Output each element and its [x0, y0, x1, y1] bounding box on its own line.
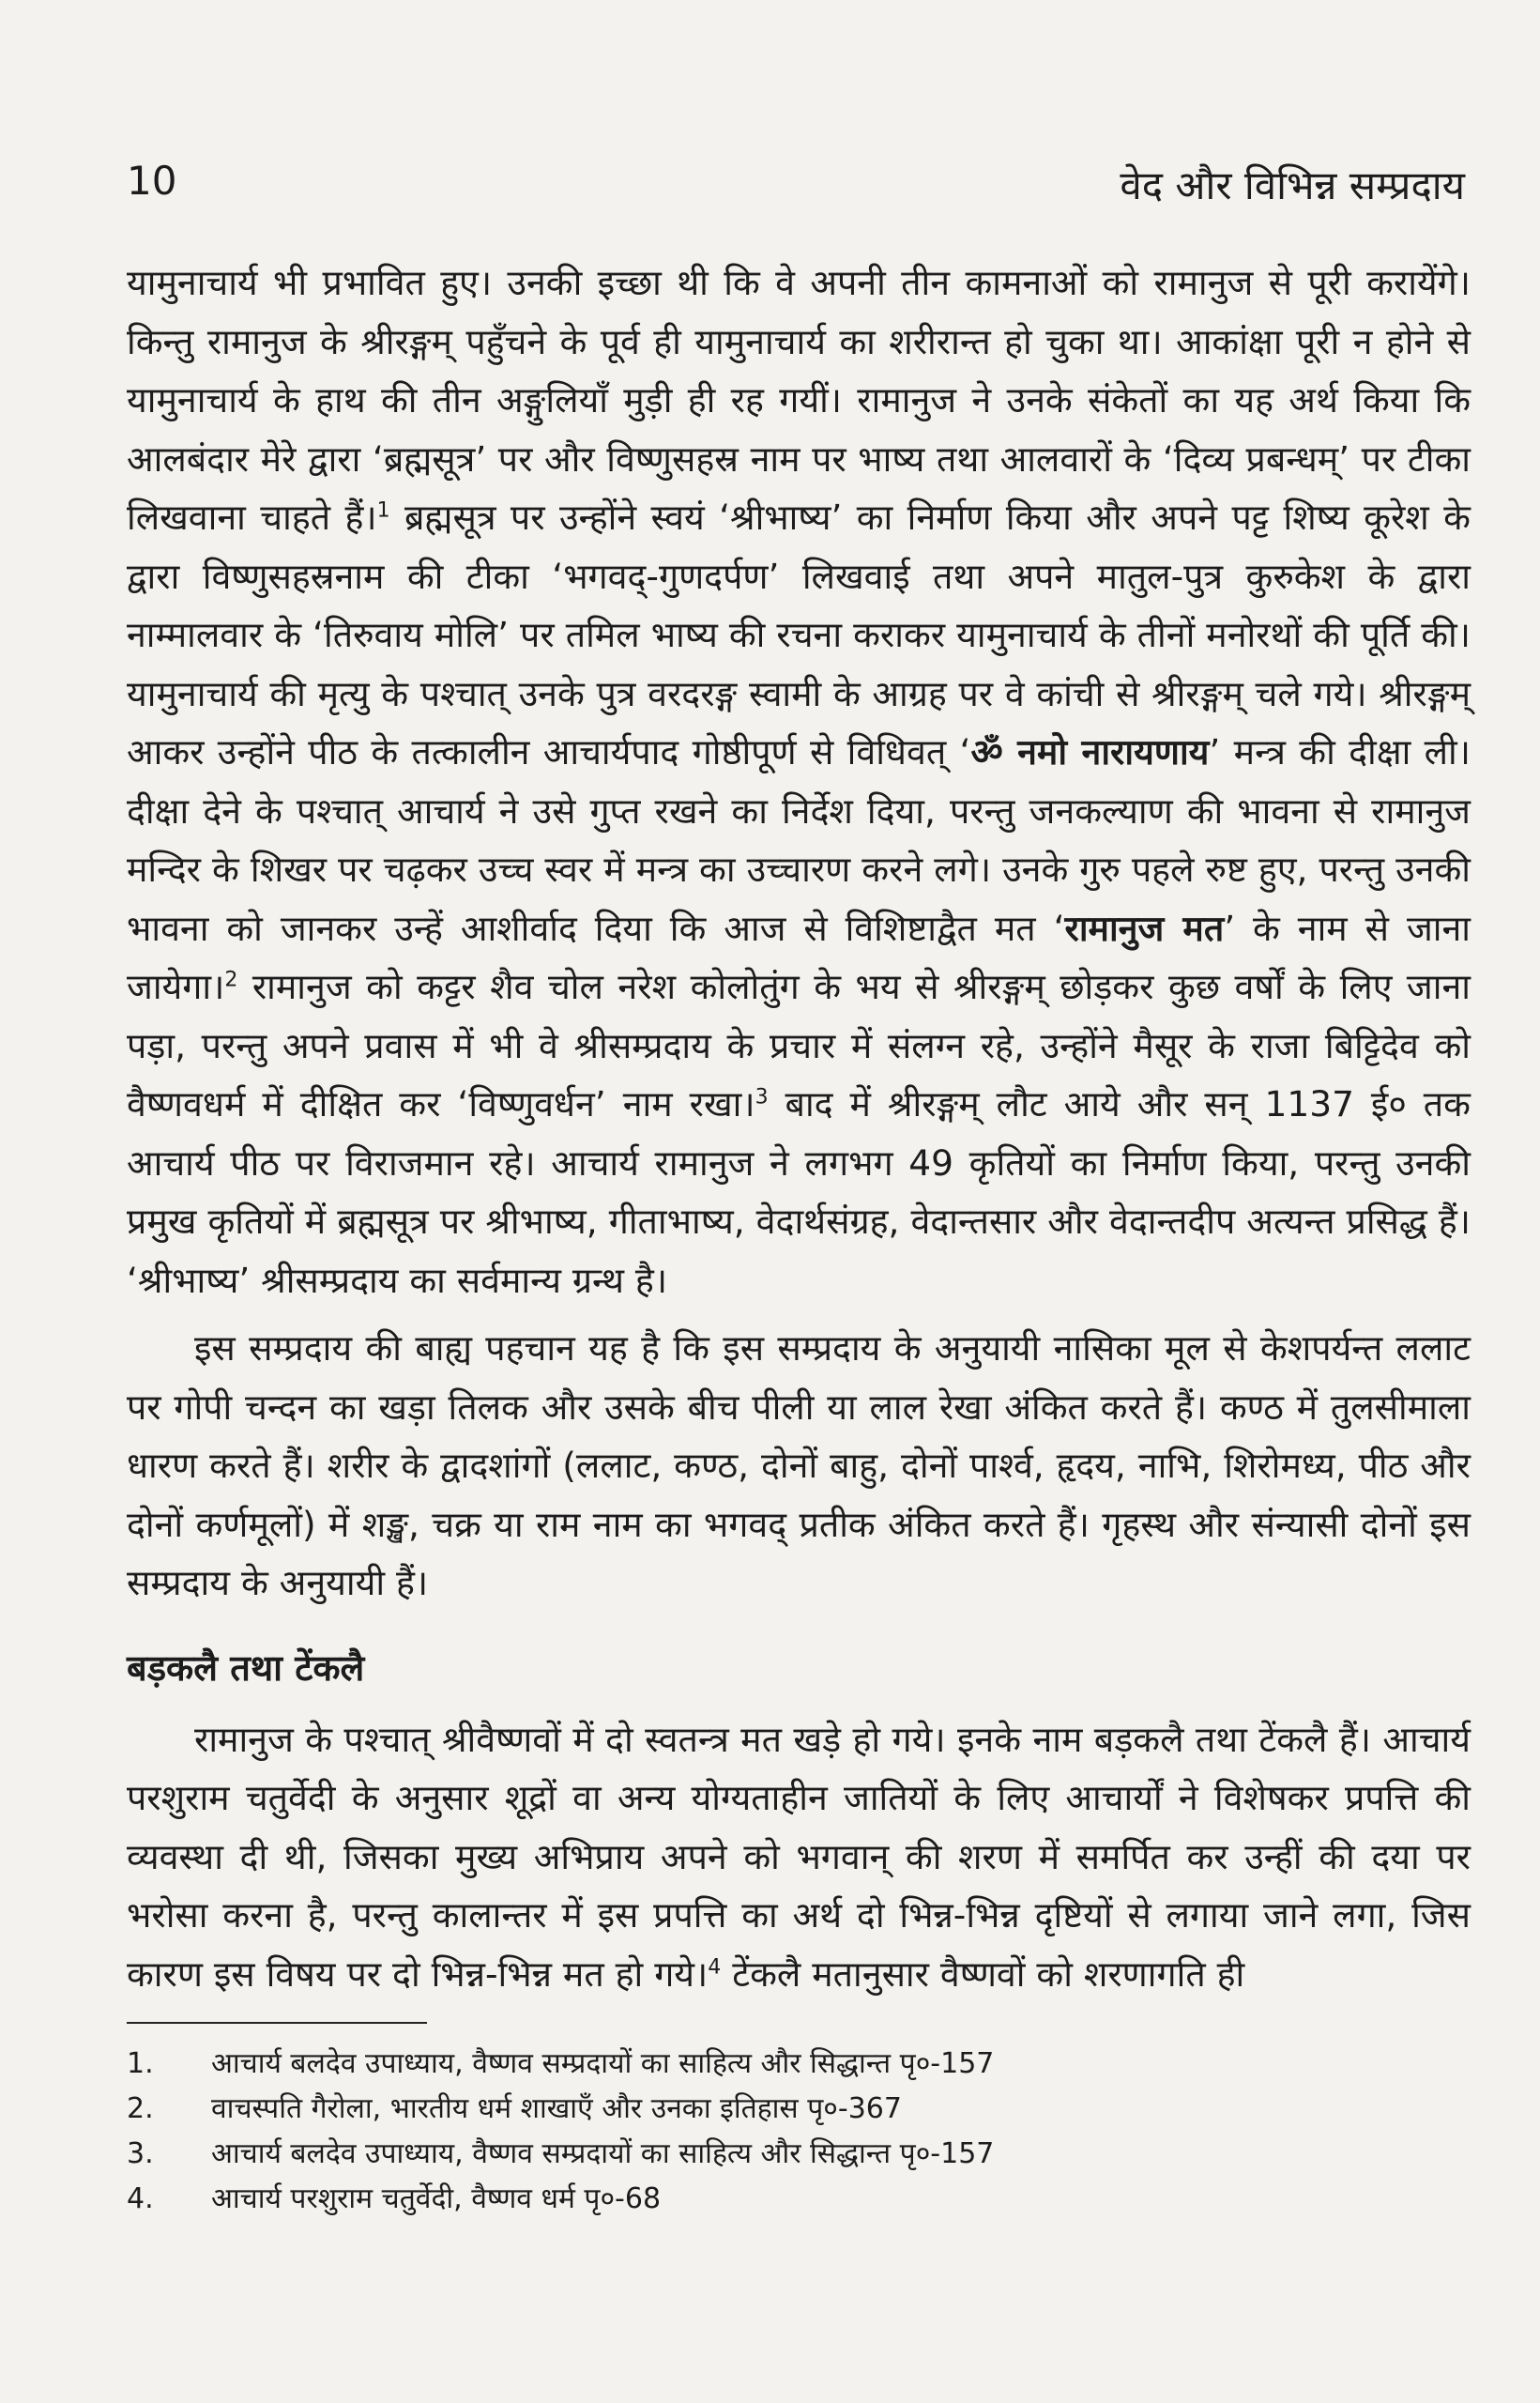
footnote-ref: 1: [376, 498, 390, 523]
page-header: [127, 158, 1465, 214]
footnote-number: 2.: [127, 2092, 154, 2125]
footnote-text: आचार्य बलदेव उपाध्याय, वैष्णव सम्प्रदायों का साहित्य और सिद्धान्त पृ०-157: [211, 2047, 995, 2080]
footnote: [127, 2087, 1471, 2132]
footnotes: [127, 2042, 1471, 2222]
footnote-ref: 2: [224, 968, 238, 992]
footnote-number: 4.: [127, 2182, 154, 2215]
page-number: 10: [127, 158, 177, 204]
footnote-ref: 3: [755, 1085, 769, 1110]
footnote-text: वाचस्पति गैरोला, भारतीय धर्म शाखाएँ और उनका इतिहास पृ०-367: [211, 2092, 902, 2125]
running-head: वेद और विभिन्न सम्प्रदाय: [1120, 162, 1465, 208]
text-segment: रामानुज को कट्टर शैव चोल नरेश कोलोतुंग के भय से श्रीरङ्गम् छोड़कर कुछ वर्षों के लिए जाना पड़ा, परन्तु अपने प्रवास में भी वे श्रीसम्प्रदाय के प्रचार में संलग्न रहे, उन्होंने मैसूर के राजा बिट्टिदेव को वैष्णवधर्म में दीक्षित कर ‘विष्णुवर्धन’ नाम रखा।: [127, 966, 1471, 1125]
footnote: [127, 2132, 1471, 2177]
text-segment: रामानुज के पश्चात् श्रीवैष्णवों में दो स्वतन्त्र मत खड़े हो गये। इनके नाम बड़कलै तथा टेंकलै हैं। आचार्य परशुराम चतुर्वेदी के अनुसार शूद्रों वा अन्य योग्यताहीन जातियों के लिए आचार्यों ने विशेषकर प्रपत्ति की व्यवस्था दी थी, जिसका मुख्य अभिप्राय अपने को भगवान् की शरण में समर्पित कर उन्हीं की दया पर भरोसा करना है, परन्तु कालान्तर में इस प्रपत्ति का अर्थ दो भिन्न-भिन्न दृष्टियों से लगाया जाने लगा, जिस कारण इस विषय पर दो भिन्न-भिन्न मत हो गये।: [127, 1718, 1471, 1995]
footnote-text: आचार्य बलदेव उपाध्याय, वैष्णव सम्प्रदायों का साहित्य और सिद्धान्त पृ०-157: [211, 2137, 995, 2170]
footnote: [127, 2177, 1471, 2222]
footnote-number: 3.: [127, 2137, 154, 2170]
emphasized-text: ॐ नमो नारायणाय: [970, 731, 1210, 773]
footnote-ref: 4: [708, 1955, 722, 1979]
section-heading: बड़कलै तथा टेंकलै: [127, 1646, 365, 1689]
text-segment: ब्रह्मसूत्र पर उन्होंने स्वयं ‘श्रीभाष्य’ का निर्माण किया और अपने पट्ट शिष्य कूरेश के द्वारा विष्णुसहस्रनाम की टीका ‘भगवद्-गुणदर्पण’ लिखवाई तथा अपने मातुल-पुत्र कुरुकेश के द्वारा नाम्मालवार के ‘तिरुवाय मोलि’ पर तमिल भाष्य की रचना कराकर यामुनाचार्य के तीनों मनोरथों की पूर्ति की। यामुनाचार्य की मृत्यु के पश्चात् उनके पुत्र वरदरङ्ग स्वामी के आग्रह पर वे कांची से श्रीरङ्गम् चले गये। श्रीरङ्गम् आकर उन्होंने पीठ के तत्कालीन आचार्यपाद गोष्ठीपूर्ण से विधिवत् ‘: [127, 497, 1471, 773]
text-segment: यामुनाचार्य भी प्रभावित हुए। उनकी इच्छा थी कि वे अपनी तीन कामनाओं को रामानुज से पूरी करायेंगे। किन्तु रामानुज के श्रीरङ्गम् पहुँचने के पूर्व ही यामुनाचार्य का शरीरान्त हो चुका था। आकांक्षा पूरी न होने से यामुनाचार्य के हाथ की तीन अङ्गुलियाँ मुड़ी ही रह गयीं। रामानुज ने उनके संकेतों का यह अर्थ किया कि आलबंदार मेरे द्वारा ‘ब्रह्मसूत्र’ पर और विष्णुसहस्र नाम पर भाष्य तथा आलवारों के ‘दिव्य प्रबन्धम्’ पर टीका लिखवाना चाहते हैं।: [127, 262, 1471, 538]
text-segment: इस सम्प्रदाय की बाह्य पहचान यह है कि इस सम्प्रदाय के अनुयायी नासिका मूल से केशपर्यन्त ललाट पर गोपी चन्दन का खड़ा तिलक और उसके बीच पीली या लाल रेखा अंकित करते हैं। कण्ठ में तुलसीमाला धारण करते हैं। शरीर के द्वादशांगों (ललाट, कण्ठ, दोनों बाहु, दोनों पार्श्व, हृदय, नाभि, शिरोमध्य, पीठ और दोनों कर्णमूलों) में शङ्ख, चक्र या राम नाम का भगवद् प्रतीक अंकित करते हैं। गृहस्थ और संन्यासी दोनों इस सम्प्रदाय के अनुयायी हैं।: [127, 1327, 1471, 1603]
paragraph: [127, 1319, 1471, 1613]
text-segment: टेंकलै मतानुसार वैष्णवों को शरणागति ही: [721, 1952, 1245, 1995]
footnote-number: 1.: [127, 2047, 154, 2080]
body-text: [127, 253, 1471, 2003]
paragraph: [127, 253, 1471, 1309]
paragraph: [127, 1710, 1471, 2004]
footnote-divider: [127, 2022, 427, 2024]
text-segment: ’ के नाम से जाना जायेगा।: [127, 907, 1471, 1007]
footnote-text: आचार्य परशुराम चतुर्वेदी, वैष्णव धर्म पृ०-68: [211, 2182, 662, 2215]
emphasized-text: रामानुज मत: [1064, 907, 1225, 949]
text-segment: बाद में श्रीरङ्गम् लौट आये और सन् 1137 ई० तक आचार्य पीठ पर विराजमान रहे। आचार्य रामानुज ने लगभग 49 कृतियों का निर्माण किया, परन्तु उनकी प्रमुख कृतियों में ब्रह्मसूत्र पर श्रीभाष्य, गीताभाष्य, वेदार्थसंग्रह, वेदान्तसार और वेदान्तदीप अत्यन्त प्रसिद्ध हैं। ‘श्रीभाष्य’ श्रीसम्प्रदाय का सर्वमान्य ग्रन्थ है।: [127, 1083, 1471, 1301]
footnote: [127, 2042, 1471, 2087]
text-segment: ’ मन्त्र की दीक्षा ली। दीक्षा देने के पश्चात् आचार्य ने उसे गुप्त रखने का निर्देश दिया, परन्तु जनकल्याण की भावना से रामानुज मन्दिर के शिखर पर चढ़कर उच्च स्वर में मन्त्र का उच्चारण करने लगे। उनके गुरु पहले रुष्ट हुए, परन्तु उनकी भावना को जानकर उन्हें आशीर्वाद दिया कि आज से विशिष्टाद्वैत मत ‘: [127, 731, 1471, 949]
